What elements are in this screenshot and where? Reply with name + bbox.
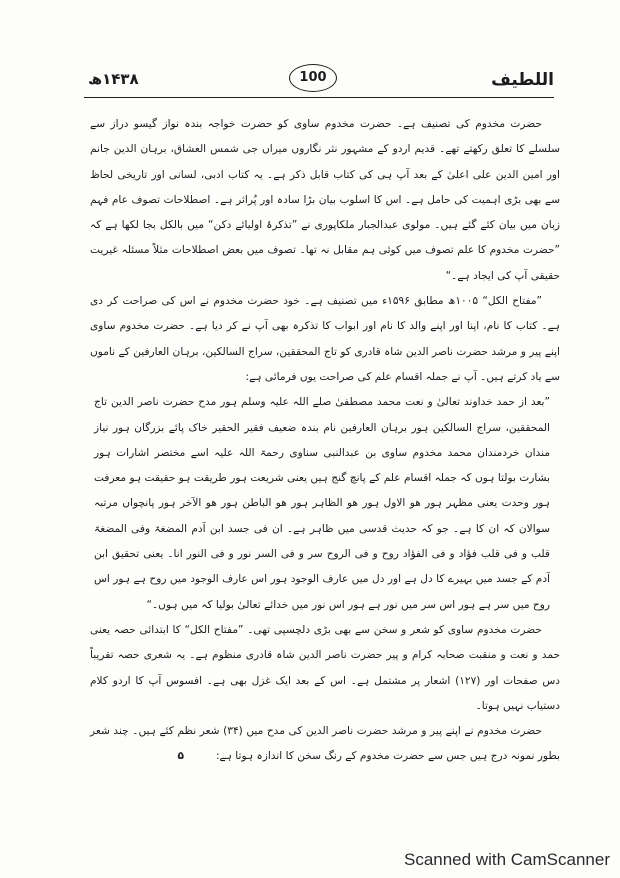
scanner-watermark: Scanned with CamScanner	[403, 850, 610, 869]
page-number: 100	[289, 64, 337, 92]
journal-title: اللطیف	[491, 70, 554, 90]
page-header	[84, 62, 554, 102]
header-rule	[84, 97, 554, 98]
paragraph-poetry: حضرت مخدوم ساوی کو شعر و سخن سے بھی بڑی دلچسپی تھی۔ ”مفتاح الکل“ کا ابتدائی حصہ یعنی حمد و نعت و منقبت صحابہ کرام و پیر حضرت ناصر الدین شاہ قادری منظوم ہے۔ یہ شعری حصہ تقریباً دس صفحات اور (۱۲۷) اشعار پر مشتمل ہے۔ اس کے بعد ایک غزل بھی ہے۔ افسوس آپ کا اردو کلام دستیاب نہیں ہوتا۔	[90, 623, 561, 712]
article-body	[90, 112, 560, 772]
paragraph-miftah: ”مفتاح الکل“ ۱۰۰۵ھ مطابق ۱۵۹۶ء میں تصنیف ہے۔ خود حضرت مخدوم نے اس کی صراحت کر دی ہے۔ کتاب کا نام، اپنا اور اپنے والد کا نام اور ابواب کا تذکرہ بھی آپ نے کر دیا ہے۔ حضرت مخدوم ساوی اپنے پیر و مرشد حضرت ناصر الدین شاہ قادری کو تاج المحققین، سراج السالکین، برہان العارفین کے ناموں سے یاد کرتے ہیں۔ آپ نے جملہ اقسام علم کی صراحت یوں فرمائی ہے:	[90, 295, 560, 383]
paragraph-closing-text: حضرت مخدوم نے اپنے پیر و مرشد حضرت ناصر الدین کی مدح میں (۳۴) شعر نظم کئے ہیں۔ چند شعر بطور نمونہ درج ہیں جس سے حضرت مخدوم کے رنگ سخن کا اندازہ ہوتا ہے:	[90, 725, 560, 763]
quoted-passage: ”بعد از حمد خداوند تعالیٰ و نعت محمد مصطفیٰ صلے اللہ علیہ وسلم ہور مدح حضرت ناصر الدین تاج المحققین، سراج السالکین ہور برہان العارفین نام بندہ ضعیف فقیر الحقیر خاک پائے بزرگان ہور نیاز مندان خردمندان محمد مخدوم ساوی بن عبدالنبی سناوی رحمۃ اللہ علیہ اسے مختصر اشارات ہور بشارت بولتا ہوں کہ جملہ اقسام علم کے پانچ گنج ہیں یعنی شریعت ہور طریقت ہو حقیقت ہو معرفت ہور وحدت یعنی مظہر ہور ھو الاول ہور ھو الظاہر ہور ھو الباطن ہور ھو الآخر ہور پانچواں مرتبہ سوالان کہ ان کا ہے۔ جو کہ حدیث قدسی میں ظاہر ہے۔ ان فی جسد ابن آدم المضغۃ وفی المضغۃ قلب و فی قلب فؤاد و فی الفؤاد روح و فی الروح سر و فی السر نور و فی النور انا۔ یعنی تحقیق ابن آدم کے جسد میں بہیرے کا دل ہے اور دل میں عارف الوجود ہور اس عارف الوجود میں روح ہے ہور اس روح میں سر ہے ہور اس سر میں نور ہے ہور اس نور میں خدائے تعالیٰ بولیا کہ میں ہوں۔“	[94, 396, 550, 611]
paragraph-intro: حضرت مخدوم کی تصنیف ہے۔ حضرت مخدوم ساوی کو حضرت خواجہ بندہ نواز گیسو دراز سے سلسلے کا تعلق رکھتے تھے۔ قدیم اردو کے مشہور نثر نگاروں میراں جی شمس العشاق، برہان الدین جانم اور امین الدین علی اعلیٰ کے بعد آپ ہی کی کتاب قابل ذکر ہے۔ یہ کتاب ادبی، لسانی اور تاریخی لحاظ سے بھی بڑی اہمیت کی حامل ہے۔ اس کا اسلوب بیان بڑا سادہ اور پُراثر ہے۔ اصطلاحات تصوف عام فہم زبان میں بیان کئے گئے ہیں۔ مولوی عبدالجبار ملکاپوری نے ”تذکرۂ اولیائے دکن“ میں بالکل بجا لکھا ہے کہ ”حضرت مخدوم کا علم تصوف میں کوئی ہم مقابل نہ تھا۔ تصوف میں بعض اصطلاحات مثلاً مسئلہ غیریت حقیقی آپ کی ایجاد ہے۔“	[90, 118, 560, 282]
paragraph-closing	[90, 719, 560, 770]
verse-marker: ۵	[177, 750, 184, 763]
hijri-year: ۱۴۳۸ھ	[88, 70, 139, 88]
